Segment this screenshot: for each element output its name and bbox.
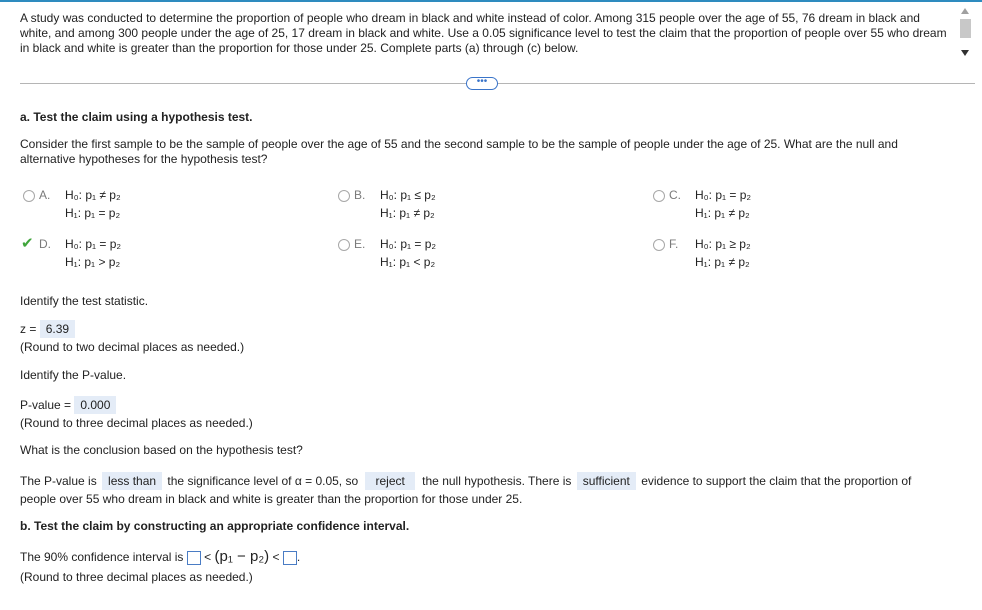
p-value-label: P-value = — [20, 398, 72, 412]
radio-button[interactable] — [653, 239, 665, 251]
ci-lower-input[interactable] — [187, 551, 201, 565]
comparison-dropdown[interactable]: less than — [102, 472, 162, 490]
option-letter: F. — [669, 237, 679, 251]
z-row — [20, 322, 75, 337]
hypothesis-question: Consider the first sample to be the sample of people over the age of 55 and the second sample to be the sample of people under the age of 25. What are the null and alternative hypotheses for the hypothesis test? — [20, 137, 898, 166]
expand-button[interactable]: ••• — [466, 77, 498, 90]
alt-hypothesis: H₁: p₁ = p₂ — [65, 206, 121, 220]
z-label: z = — [20, 322, 37, 336]
conclusion-text: evidence to support the claim that the proportion of — [641, 474, 912, 488]
decision-dropdown[interactable]: reject — [365, 472, 414, 490]
period: . — [296, 550, 301, 564]
conclusion-line-2: people over 55 who dream in black and white is greater than the proportion for those under 25. — [20, 492, 523, 506]
part-a-heading: a. Test the claim using a hypothesis test. — [20, 110, 253, 124]
test-statistic-prompt: Identify the test statistic. — [20, 294, 149, 308]
conclusion-prompt: What is the conclusion based on the hypothesis test? — [20, 443, 303, 457]
less-than-symbol: < — [272, 550, 280, 564]
option-letter: A. — [39, 188, 51, 202]
ci-upper-input[interactable] — [283, 551, 297, 565]
p-round-note: (Round to three decimal places as needed.) — [20, 416, 253, 430]
radio-button[interactable] — [338, 239, 350, 251]
alt-hypothesis: H₁: p₁ > p₂ — [65, 255, 121, 269]
alt-hypothesis: H₁: p₁ < p₂ — [380, 255, 436, 269]
option-letter: C. — [669, 188, 681, 202]
scrollbar[interactable] — [957, 8, 973, 60]
z-round-note: (Round to two decimal places as needed.) — [20, 340, 245, 354]
alt-hypothesis: H₁: p₁ ≠ p₂ — [380, 206, 435, 220]
null-hypothesis: H₀: p₁ ≤ p₂ — [380, 188, 436, 202]
option-letter: B. — [354, 188, 366, 202]
conclusion-text: the significance level of α = 0.05, so — [167, 474, 359, 488]
top-accent-bar — [0, 0, 982, 2]
option-letter: E. — [354, 237, 366, 251]
p-value-row — [20, 398, 116, 413]
part-b-heading: b. Test the claim by constructing an appropriate confidence interval. — [20, 519, 410, 533]
null-hypothesis: H₀: p₁ = p₂ — [65, 237, 122, 251]
scroll-thumb[interactable] — [960, 19, 971, 38]
alt-hypothesis: H₁: p₁ ≠ p₂ — [695, 206, 750, 220]
null-hypothesis: H₀: p₁ = p₂ — [695, 188, 752, 202]
less-than-symbol: < — [204, 550, 212, 564]
null-hypothesis: H₀: p₁ ≥ p₂ — [695, 237, 751, 251]
alt-hypothesis: H₁: p₁ ≠ p₂ — [695, 255, 750, 269]
conclusion-line-1 — [20, 474, 911, 489]
z-answer[interactable]: 6.39 — [40, 320, 75, 338]
ci-expression: (p₁ − p₂) — [214, 548, 270, 565]
confidence-interval-row — [20, 549, 300, 565]
radio-button[interactable] — [338, 190, 350, 202]
p-value-answer[interactable]: 0.000 — [74, 396, 116, 414]
ci-label: The 90% confidence interval is — [20, 550, 184, 564]
checkmark-icon: ✔ — [21, 235, 34, 252]
option-letter: D. — [39, 237, 51, 251]
radio-button[interactable] — [23, 190, 35, 202]
null-hypothesis: H₀: p₁ ≠ p₂ — [65, 188, 121, 202]
problem-statement: A study was conducted to determine the proportion of people who dream in black and white instead of color. Among 315 people over the age of 55, 76 dream in black and white, and among 300 people under the age of 25, 17 dream in black and white. Use a 0.05 significance level to test the claim that the proportion of people over 55 who dream in black and white is greater than the proportion for those under 25. Complete parts (a) through (c) below. — [20, 11, 947, 55]
conclusion-text: The P-value is — [20, 474, 97, 488]
scroll-down-arrow-icon[interactable] — [961, 50, 969, 56]
p-value-prompt: Identify the P-value. — [20, 368, 127, 382]
radio-button[interactable] — [653, 190, 665, 202]
evidence-dropdown[interactable]: sufficient — [577, 472, 636, 490]
null-hypothesis: H₀: p₁ = p₂ — [380, 237, 437, 251]
scroll-up-arrow-icon[interactable] — [961, 8, 969, 14]
conclusion-text: the null hypothesis. There is — [422, 474, 572, 488]
ci-round-note: (Round to three decimal places as needed.) — [20, 570, 253, 584]
